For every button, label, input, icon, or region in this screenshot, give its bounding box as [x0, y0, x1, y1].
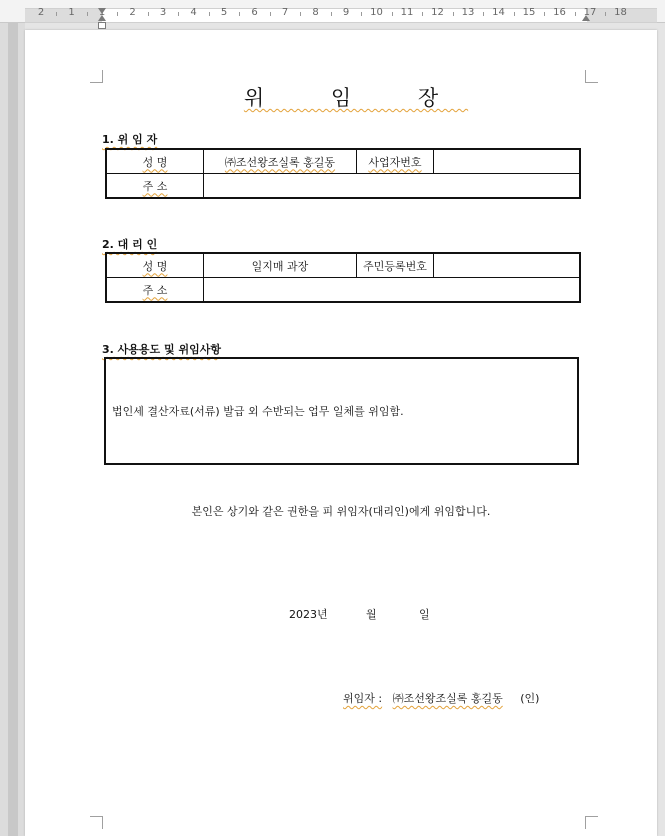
hanging-indent-marker[interactable] [98, 15, 106, 21]
ruler-tick [361, 12, 362, 16]
signer-label: 위임자 : [343, 692, 383, 705]
ruler-tick [483, 12, 484, 16]
ruler-number: 3 [159, 7, 167, 18]
section2-table [105, 252, 581, 303]
id-label: 사업자번호 [368, 155, 422, 169]
delegation-statement-text: 본인은 상기와 같은 권한을 피 위임자(대리인)에게 위임합니다. [191, 505, 491, 518]
ruler-number: 7 [281, 7, 289, 18]
ruler-number: 11 [400, 7, 414, 18]
section2-heading-text: 2. 대 리 인 [102, 238, 158, 251]
ruler-number: 2 [129, 7, 136, 18]
ruler-tick [544, 12, 545, 16]
address-label: 주 소 [142, 283, 168, 297]
ruler-number: 6 [251, 7, 258, 18]
name-value: ㈜조선왕조실록 홍길동 [224, 155, 336, 169]
address-value-cell[interactable] [204, 174, 581, 199]
ruler-number: 5 [220, 7, 228, 18]
ruler-tick [453, 12, 454, 16]
purpose-content: 법인세 결산자료(서류) 발급 외 수반되는 업무 일체를 위임함. [112, 405, 404, 418]
section3-heading [102, 341, 221, 357]
ruler-tick [605, 12, 606, 16]
date-day: 일 [419, 608, 430, 621]
address-label-cell [106, 174, 204, 199]
ruler-tick [148, 12, 149, 16]
id-label-cell [357, 253, 434, 278]
left-indent-marker[interactable] [98, 22, 106, 29]
name-label: 성 명 [142, 259, 168, 273]
id-label-cell [357, 149, 434, 174]
ruler-number: 1 [98, 7, 106, 18]
date-year: 2023년 [289, 608, 328, 621]
ruler-number: 18 [614, 7, 627, 18]
name-value-cell[interactable] [204, 253, 357, 278]
ruler-number: 10 [370, 7, 383, 18]
table-row [106, 174, 580, 199]
section1-heading-text: 1. 위 임 자 [102, 133, 158, 146]
ruler-tick [117, 12, 118, 16]
horizontal-ruler[interactable] [0, 0, 665, 23]
ruler-number: 12 [431, 7, 444, 18]
ruler-tick [178, 12, 179, 16]
crop-mark-bottom-left [90, 816, 103, 829]
ruler-number: 4 [190, 7, 197, 18]
date-month: 월 [366, 608, 377, 621]
document-title-text: 위 임 장 [243, 86, 469, 110]
document-title [25, 82, 657, 112]
vertical-ruler[interactable] [8, 23, 18, 836]
table-row [106, 253, 580, 278]
ruler-tick [209, 12, 210, 16]
section1-table [105, 148, 581, 199]
address-label: 주 소 [142, 179, 168, 193]
name-label-cell [106, 253, 204, 278]
table-row [106, 149, 580, 174]
ruler-number: 14 [492, 7, 505, 18]
signer-name: ㈜조선왕조실록 홍길동 [392, 692, 503, 705]
ruler-tick [331, 12, 332, 16]
document-page[interactable] [25, 30, 657, 836]
section3-heading-text: 3. 사용용도 및 위임사항 [102, 343, 221, 356]
right-indent-marker[interactable] [582, 15, 590, 21]
ruler-tick [239, 12, 240, 16]
name-label: 성 명 [142, 155, 168, 169]
name-value-cell[interactable] [204, 149, 357, 174]
ruler-tick [56, 12, 57, 16]
ruler-number: 2 [37, 7, 45, 18]
ruler-tick [575, 12, 576, 16]
ruler-number: 8 [312, 7, 319, 18]
ruler-number: 1 [68, 7, 75, 18]
address-value-cell[interactable] [204, 278, 581, 303]
table-row [106, 278, 580, 303]
ruler-tick [87, 12, 88, 16]
ruler-number: 15 [522, 7, 536, 18]
purpose-box[interactable] [104, 357, 579, 465]
ruler-number: 9 [342, 7, 350, 18]
ruler-number: 13 [461, 7, 475, 18]
ruler-tick [422, 12, 423, 16]
id-value-cell[interactable] [434, 149, 581, 174]
section2-heading [102, 236, 157, 252]
address-label-cell [106, 278, 204, 303]
ruler-tick [392, 12, 393, 16]
ruler-tick [514, 12, 515, 16]
first-line-indent-marker[interactable] [98, 8, 106, 14]
name-value: 일지매 과장 [251, 259, 309, 273]
ruler-number: 17 [583, 7, 597, 18]
ruler-tick [300, 12, 301, 16]
name-label-cell [106, 149, 204, 174]
crop-mark-bottom-right [585, 816, 598, 829]
section1-heading [102, 131, 157, 147]
id-value-cell[interactable] [434, 253, 581, 278]
signer-line [343, 690, 539, 706]
id-label: 주민등록번호 [363, 259, 427, 273]
ruler-number: 16 [553, 7, 566, 18]
ruler-tick [270, 12, 271, 16]
delegation-statement [25, 503, 657, 519]
signer-seal: (인) [520, 692, 540, 705]
